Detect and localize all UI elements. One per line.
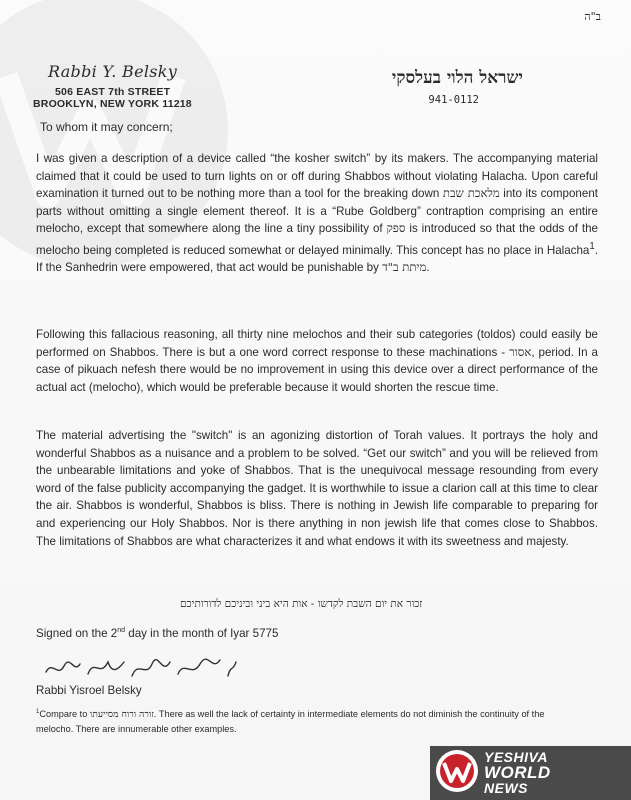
signed-text-a: Signed on the 2: [36, 627, 118, 640]
letterhead-hebrew-name: ישראל הלוי בעלסקי: [391, 68, 523, 88]
yeshiva-world-news-logo-icon: [434, 748, 480, 794]
footnote-hebrew: זורה ורוח מסייעתו: [89, 709, 154, 721]
p1-text-b: into its component parts without omitting a single element thereof. It is a “Rube Goldberg” contraption comprising an entire melocho, except that somewhere along the line a tiny possibility of: [36, 187, 598, 236]
p1-text-c: is introduced so that the odds of the melocho being completed is reduced somewhat or delayed minimally. This concept has no place in Halacha: [36, 222, 598, 257]
footnote-number: 1: [36, 709, 40, 715]
p2-text-b: , period. In a case of pikuach nefesh there would be no improvement in using this device over a direct performance of the actual act (melocho), which would be preferable because it would shorten the rescue time.: [36, 345, 599, 394]
logo-text-world: WORLD: [484, 763, 551, 782]
signed-sup: nd: [117, 627, 126, 635]
p1-hebrew-2: ספק: [386, 221, 406, 236]
letterhead-address-line2: BROOKLYN, NEW YORK 11218: [33, 98, 192, 110]
footnote-text-a: Compare to: [39, 709, 90, 720]
logo-text-yeshiva: YESHIVA: [484, 749, 548, 765]
p1-hebrew-1: מלאכת שבת: [442, 186, 500, 201]
signed-date: [36, 627, 278, 640]
logo-text-news: NEWS: [484, 780, 528, 796]
p2-text-a: Following this fallacious reasoning, all thirty nine melochos and their sub categories (toldos) could easily be performed on Shabbos. There is but a one word correct response to these machinations -: [36, 328, 598, 359]
letterhead-phone: 941-0112: [428, 94, 479, 106]
paragraph-2: [36, 326, 598, 396]
salutation: To whom it may concern;: [40, 120, 173, 134]
p1-hebrew-3: מיתת ב"ד: [382, 260, 427, 275]
bh-header: ב"ה: [584, 10, 601, 23]
p1-text-d: . If the Sanhedrin were empowered, that act would be punishable by: [36, 243, 598, 275]
signatory-name: Rabbi Yisroel Belsky: [36, 684, 142, 697]
paragraph-3: The material advertising the "switch" is an agonizing distortion of Torah values. It portrays the holy and wonderful Shabbos as a nuisance and a problem to be solved. “Get our switch” and you will be relieved from the unbearable limitations and yoke of Shabbos. That is the unequivocal message resounding from every word of the false publicity accompanying the gadget. It is worthwhile to issue a clarion call at this time to clear the air. Shabbos is wonderful, Shabbos is bliss. There is nothing in Jewish life comparable to preparing for and experiencing our Holy Shabbos. Nor is there anything in non jewish life that comes close to Shabbos. The limitations of Shabbos are what characterizes it and what endows it with its sweetness and majesty.: [36, 429, 598, 548]
closing-hebrew-verse: זכור את יום השבת לקדשו - אות היא ביני וביניכם לדורותיכם: [180, 598, 423, 610]
letterhead-address-line1: 506 EAST 7th STREET: [55, 86, 171, 98]
handwritten-signature: [40, 648, 240, 688]
paragraph-1: [36, 150, 598, 277]
letterhead-rabbi-name: Rabbi Y. Belsky: [48, 62, 178, 81]
footnote-ref: 1: [589, 240, 595, 252]
footnote-text-b: . There as well the lack of certainty in intermediate elements do not diminish the continuity of the melocho. There are innumerable other examples.: [36, 709, 545, 735]
signed-text-b: day in the month of Iyar 5775: [125, 627, 279, 640]
p1-text-a: I was given a description of a device called “the kosher switch” by its makers. The accompanying material claimed that it could be used to turn lights on or off during Shabbos without violating Halacha. Upon careful examination it turned out to be nothing more than a tool for the breaking down: [36, 152, 598, 201]
p1-text-e: .: [426, 261, 430, 275]
yeshiva-world-news-logo: [430, 746, 631, 800]
footnote: [36, 705, 576, 736]
p2-hebrew: אסור: [509, 344, 532, 359]
